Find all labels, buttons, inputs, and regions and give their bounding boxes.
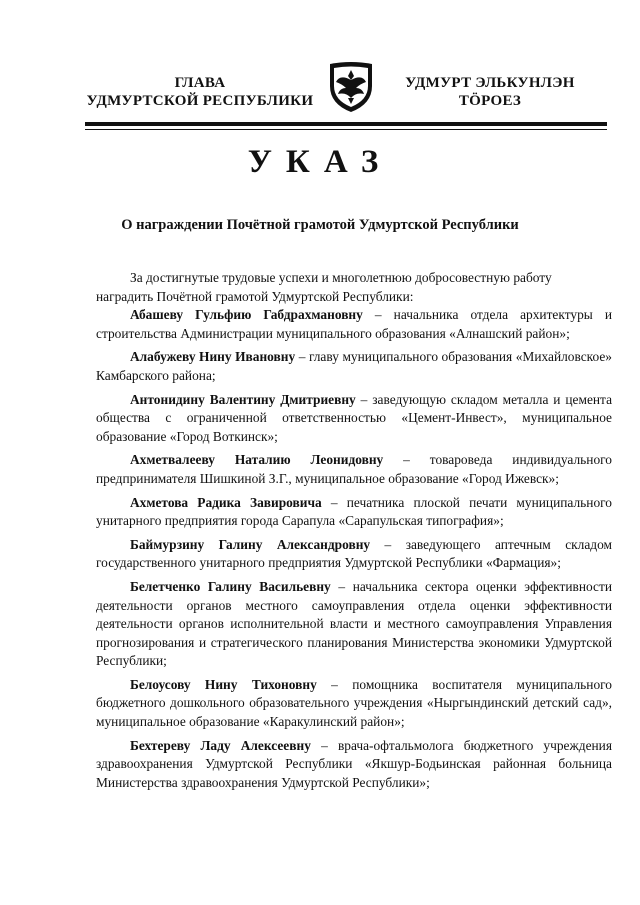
coat-of-arms-icon	[326, 58, 376, 114]
award-entry	[96, 737, 612, 793]
award-entry	[96, 306, 612, 343]
entry-separator: –	[316, 676, 353, 692]
header-left	[70, 74, 330, 110]
entry-separator: –	[383, 452, 430, 468]
entry-separator: –	[330, 578, 353, 594]
awardee-name: Антонидину Валентину Дмитриевну	[130, 391, 356, 407]
awardee-name: Баймурзину Галину Александровну	[130, 536, 371, 552]
header-divider-thin	[85, 129, 607, 130]
header-right-line1: УДМУРТ ЭЛЬКУНЛЭН	[405, 75, 575, 91]
intro-line2: наградить Почётной грамотой Удмуртской Республики:	[96, 288, 414, 304]
awardee-position: товароведа индивидуального предпринимателя Шишкиной З.Г., муниципальное образование «Город Ижевск»;	[96, 452, 612, 486]
entry-separator: –	[355, 391, 373, 407]
awardee-position: начальника сектора оценки эффективности деятельности органов местного самоуправления отдела оценки эффективности деятельности органов исполнительной власти и местного самоуправления Управления прогнозирования и стратегического планирования Министерства экономики Удмуртской Республики;	[96, 578, 613, 669]
awardee-name: Белетченко Галину Васильевну	[130, 578, 331, 594]
header-left-line2: УДМУРТСКОЙ РЕСПУБЛИКИ	[86, 93, 314, 109]
awardee-position: заведующую складом металла и цемента общества с ограниченной ответственностью «Цемент-Инвест», муниципальное образование «Город Воткинск»;	[96, 391, 613, 444]
awardee-name: Алабужеву Нину Ивановну	[130, 349, 296, 365]
intro-line1: За достигнутые трудовые успехи и многолетнюю добросовестную работу	[130, 270, 552, 285]
entry-separator: –	[362, 307, 394, 323]
header-divider-thick	[85, 122, 607, 126]
award-entry	[96, 451, 612, 488]
intro-paragraph	[96, 269, 612, 306]
awardee-name: Абашеву Гульфию Габдрахмановну	[130, 307, 363, 323]
header-right-line2: ТӦРОЕЗ	[458, 93, 522, 109]
award-entry	[96, 676, 612, 732]
award-entry	[96, 348, 612, 385]
header-right	[380, 74, 600, 110]
awardee-position: печатника плоской печати муниципального унитарного предприятия города Сарапула «Сарапульская типография»;	[96, 494, 612, 529]
document-subtitle: О награждении Почётной грамотой Удмуртской Республики	[121, 217, 519, 233]
award-entry	[96, 578, 612, 671]
award-entry	[96, 494, 612, 531]
header-left-line1: ГЛАВА	[174, 75, 226, 91]
awardee-position: начальника отдела архитектуры и строительства Администрации муниципального образования «Алнашский район»;	[96, 307, 612, 341]
entry-separator: –	[295, 349, 309, 365]
document-body	[96, 269, 612, 797]
awardee-position: главу муниципального образования «Михайловское» Камбарского района;	[96, 349, 612, 383]
entry-separator: –	[321, 494, 347, 510]
awardee-name: Ахметова Радика Завировича	[130, 494, 322, 510]
award-entry	[96, 391, 612, 447]
awardee-position: врача-офтальмолога бюджетного учреждения здравоохранения Удмуртской Республики «Якшур-Бодьинская районная больница Министерства здравоохранения Удмуртской Республики»;	[96, 737, 613, 790]
document-title: УКАЗ	[247, 144, 393, 180]
awardee-name: Белоусову Нину Тихоновну	[130, 676, 317, 692]
awardee-name: Ахметвалееву Наталию Леонидовну	[130, 452, 384, 468]
awardee-position: заведующего аптечным складом государственного унитарного предприятия Удмуртской Республики «Фармация»;	[96, 536, 613, 571]
entry-separator: –	[310, 737, 338, 753]
awardee-position: помощника воспитателя муниципального бюджетного дошкольного образовательного учреждения «Ныргындинский детский сад», муниципальное образование «Каракулинский район»;	[96, 676, 612, 730]
award-entry	[96, 536, 612, 573]
entry-separator: –	[370, 536, 406, 552]
awardee-name: Бехтереву Ладу Алексеевну	[130, 737, 311, 753]
